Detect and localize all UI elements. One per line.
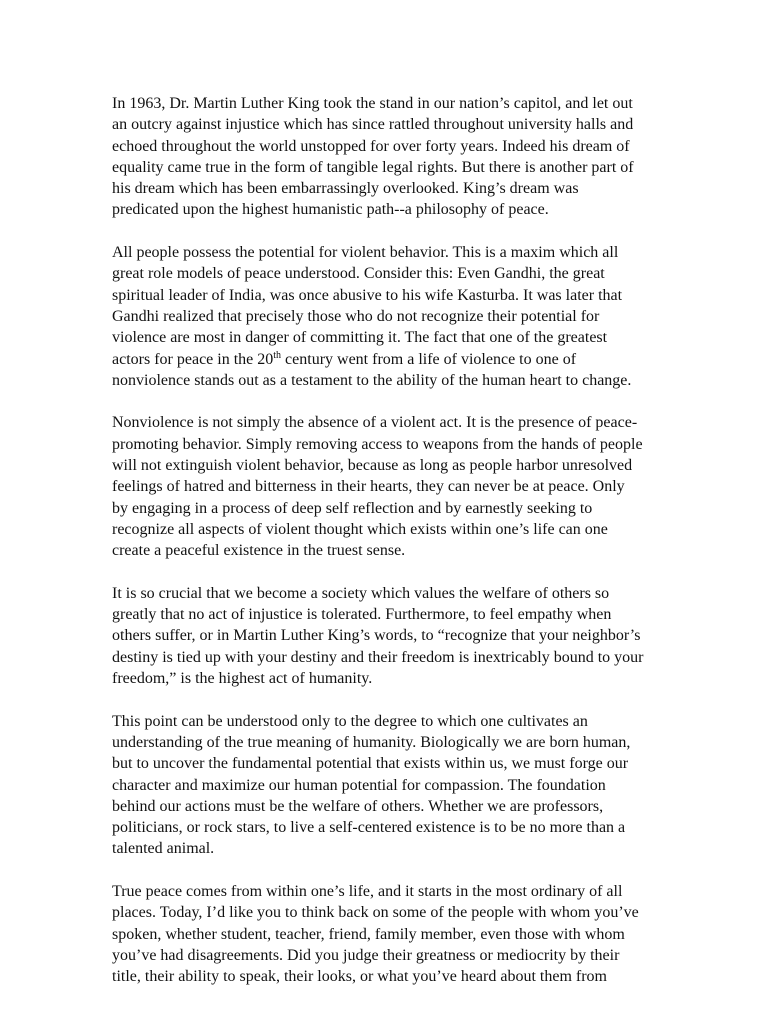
text-line <box>112 349 712 370</box>
text-line: create a peaceful existence in the truest sense. <box>112 542 406 560</box>
paragraph-1 <box>112 93 712 221</box>
text-line: politicians, or rock stars, to live a self-centered existence is to be no more than a <box>112 819 626 837</box>
text-line: freedom,” is the highest act of humanity. <box>112 670 373 688</box>
text-line: but to uncover the fundamental potential that exists within us, we must forge our <box>112 755 629 773</box>
text-line: his dream which has been embarrassingly overlooked. King’s dream was <box>112 180 579 198</box>
document-page <box>112 93 712 1009</box>
text-line: Gandhi realized that precisely those who do not recognize their potential for <box>112 307 600 325</box>
text-segment: actors for peace in the 20 <box>112 350 274 368</box>
text-line: behind our actions must be the welfare of others. Whether we are professors, <box>112 797 604 815</box>
paragraph-2 <box>112 242 712 391</box>
text-line: violence are most in danger of committing it. The fact that one of the greatest <box>112 329 608 347</box>
text-line: spoken, whether student, teacher, friend, family member, even those with whom <box>112 925 625 943</box>
text-line: True peace comes from within one’s life, and it starts in the most ordinary of all <box>112 882 623 900</box>
text-line: recognize all aspects of violent thought which exists within one’s life can one <box>112 520 608 538</box>
text-line: This point can be understood only to the degree to which one cultivates an <box>112 712 588 730</box>
text-line: All people possess the potential for violent behavior. This is a maxim which all <box>112 244 619 262</box>
text-line: an outcry against injustice which has since rattled throughout university halls and <box>112 116 634 134</box>
text-line: title, their ability to speak, their looks, or what you’ve heard about them from <box>112 968 607 986</box>
text-line: In 1963, Dr. Martin Luther King took the stand in our nation’s capitol, and let out <box>112 95 633 112</box>
text-line: It is so crucial that we become a society which values the welfare of others so <box>112 584 610 602</box>
text-line: spiritual leader of India, was once abusive to his wife Kasturba. It was later that <box>112 286 623 304</box>
text-line: equality came true in the form of tangible legal rights. But there is another part of <box>112 158 634 176</box>
text-line: you’ve had disagreements. Did you judge their greatness or mediocrity by their <box>112 946 620 964</box>
text-line: great role models of peace understood. Consider this: Even Gandhi, the great <box>112 265 605 283</box>
superscript: th <box>273 349 282 361</box>
paragraph-4 <box>112 583 712 689</box>
text-line: Nonviolence is not simply the absence of a violent act. It is the presence of peace- <box>112 414 638 432</box>
text-line: understanding of the true meaning of humanity. Biologically we are born human, <box>112 733 631 751</box>
text-line: nonviolence stands out as a testament to the ability of the human heart to change. <box>112 371 632 389</box>
text-line: character and maximize our human potential for compassion. The foundation <box>112 776 606 794</box>
text-line: destiny is tied up with your destiny and their freedom is inextricably bound to your <box>112 648 644 666</box>
text-line: talented animal. <box>112 840 215 858</box>
text-line: predicated upon the highest humanistic path--a philosophy of peace. <box>112 201 549 219</box>
text-line: greatly that no act of injustice is tolerated. Furthermore, to feel empathy when <box>112 606 612 624</box>
text-line: promoting behavior. Simply removing access to weapons from the hands of people <box>112 435 643 453</box>
text-line: others suffer, or in Martin Luther King’s words, to “recognize that your neighbor’s <box>112 627 641 645</box>
text-line: will not extinguish violent behavior, because as long as people harbor unresolved <box>112 457 633 475</box>
text-line: echoed throughout the world unstopped for over forty years. Indeed his dream of <box>112 137 630 155</box>
paragraph-5 <box>112 711 712 860</box>
text-line: by engaging in a process of deep self reflection and by earnestly seeking to <box>112 499 593 517</box>
text-line: feelings of hatred and bitterness in their hearts, they can never be at peace. Only <box>112 478 625 496</box>
paragraph-3 <box>112 412 712 561</box>
text-segment: century went from a life of violence to one of <box>281 350 577 368</box>
text-line: places. Today, I’d like you to think back on some of the people with whom you’ve <box>112 904 639 922</box>
paragraph-6 <box>112 881 712 987</box>
